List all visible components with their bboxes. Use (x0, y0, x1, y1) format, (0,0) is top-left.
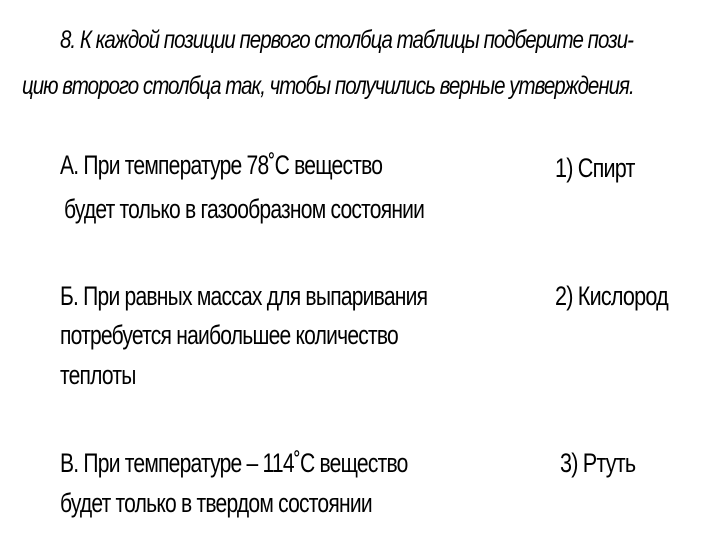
answer-3: 3) Ртуть (560, 448, 636, 478)
statement-b-line-1: Б. При равных массах для выпаривания (60, 281, 428, 311)
statement-b-line-2: потребуется наибольшее количество (60, 320, 398, 350)
answer-1: 1) Спирт (555, 153, 635, 183)
answer-2: 2) Кислород (555, 281, 668, 311)
statement-c-line-1: В. При температуре – 114˚С вещество (60, 448, 408, 478)
task-heading-line-1: 8. К каждой позиции первого столбца таблицы подберите пози- (60, 26, 633, 54)
task-heading-line-2: цию второго столбца так, чтобы получились верные утверждения. (22, 72, 634, 100)
statement-a-line-1: А. При температуре 78˚С вещество (60, 150, 383, 180)
statement-a-line-2: будет только в газообразном состоянии (64, 194, 425, 224)
statement-c-line-2: будет только в твердом состоянии (60, 488, 372, 518)
statement-b-line-3: теплоты (60, 360, 136, 390)
